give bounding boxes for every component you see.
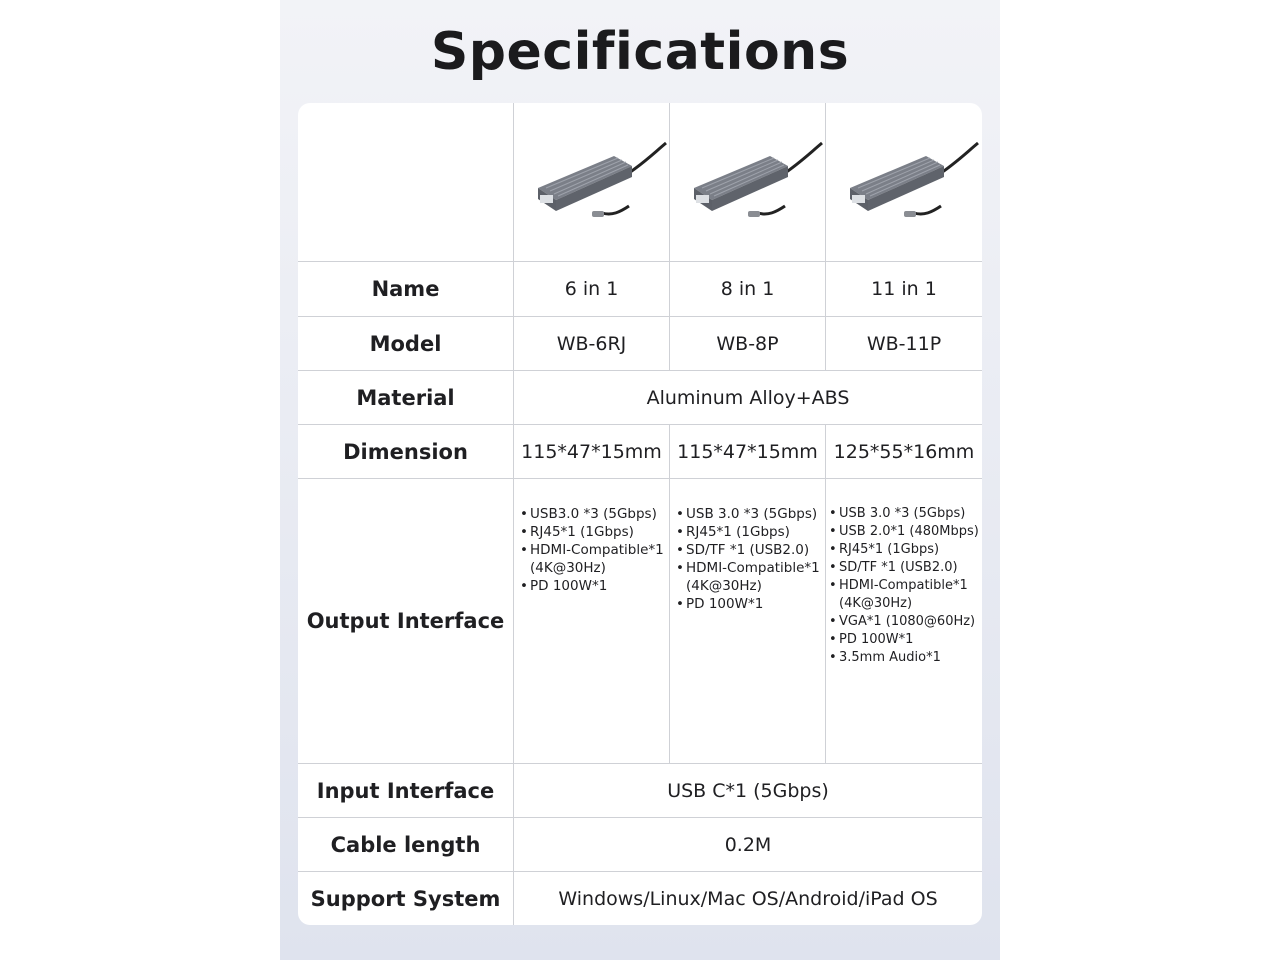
name-11in1: 11 in 1 bbox=[871, 278, 937, 300]
list-item: • HDMI-Compatible*1 bbox=[520, 541, 668, 559]
row-label-system: Support System bbox=[310, 886, 501, 911]
system-value: Windows/Linux/Mac OS/Android/iPad OS bbox=[558, 887, 938, 910]
row-label-name: Name bbox=[371, 277, 440, 301]
model-8in1: WB-8P bbox=[716, 332, 779, 355]
list-item: • SD/TF *1 (USB2.0) bbox=[676, 541, 824, 559]
dimension-11in1: 125*55*16mm bbox=[833, 440, 975, 463]
product-image-8in1 bbox=[670, 118, 825, 253]
row-label-cable: Cable length bbox=[330, 832, 481, 857]
list-item: • RJ45*1 (1Gbps) bbox=[520, 523, 668, 541]
row-label-output: Output Interface bbox=[306, 609, 505, 633]
list-item-continued: (4K@30Hz) bbox=[686, 578, 762, 594]
list-item: • PD 100W*1 bbox=[676, 595, 824, 613]
list-item: • PD 100W*1 bbox=[520, 577, 668, 595]
row-label-model: Model bbox=[369, 331, 442, 356]
dimension-6in1: 115*47*15mm bbox=[521, 440, 662, 463]
model-6in1: WB-6RJ bbox=[556, 332, 627, 355]
spec-table bbox=[298, 103, 982, 925]
input-value: USB C*1 (5Gbps) bbox=[667, 779, 829, 802]
cable-value: 0.2M bbox=[724, 833, 772, 856]
list-item: • HDMI-Compatible*1 bbox=[676, 559, 824, 577]
list-item-continued: (4K@30Hz) bbox=[530, 560, 606, 576]
list-item: • RJ45*1 (1Gbps) bbox=[829, 541, 981, 559]
list-item: • SD/TF *1 (USB2.0) bbox=[829, 559, 981, 577]
list-item-continued: (4K@30Hz) bbox=[839, 596, 913, 611]
list-item: • RJ45*1 (1Gbps) bbox=[676, 523, 824, 541]
product-image-6in1 bbox=[514, 118, 669, 253]
list-item: • USB 3.0 *3 (5Gbps) bbox=[829, 505, 981, 523]
list-item: • USB3.0 *3 (5Gbps) bbox=[520, 505, 668, 523]
name-8in1: 8 in 1 bbox=[720, 278, 775, 300]
spec-panel bbox=[280, 0, 1000, 960]
material-value: Aluminum Alloy+ABS bbox=[646, 386, 850, 409]
output-list-8in1 bbox=[676, 505, 824, 613]
model-11in1: WB-11P bbox=[866, 332, 942, 355]
dimension-8in1: 115*47*15mm bbox=[677, 440, 818, 463]
list-item: • USB 3.0 *3 (5Gbps) bbox=[676, 505, 824, 523]
list-item: • VGA*1 (1080@60Hz) bbox=[829, 613, 981, 631]
list-item: • PD 100W*1 bbox=[829, 631, 981, 649]
row-label-material: Material bbox=[356, 385, 455, 410]
list-item: • 3.5mm Audio*1 bbox=[829, 649, 981, 667]
page-title: Specifications bbox=[430, 22, 850, 82]
list-item: • HDMI-Compatible*1 bbox=[829, 577, 981, 595]
row-label-dimension: Dimension bbox=[343, 439, 468, 464]
product-image-11in1 bbox=[826, 118, 981, 253]
row-label-input: Input Interface bbox=[316, 778, 495, 803]
name-6in1: 6 in 1 bbox=[564, 278, 619, 300]
output-list-11in1 bbox=[829, 505, 981, 667]
output-list-6in1 bbox=[520, 505, 668, 595]
list-item: • USB 2.0*1 (480Mbps) bbox=[829, 523, 981, 541]
